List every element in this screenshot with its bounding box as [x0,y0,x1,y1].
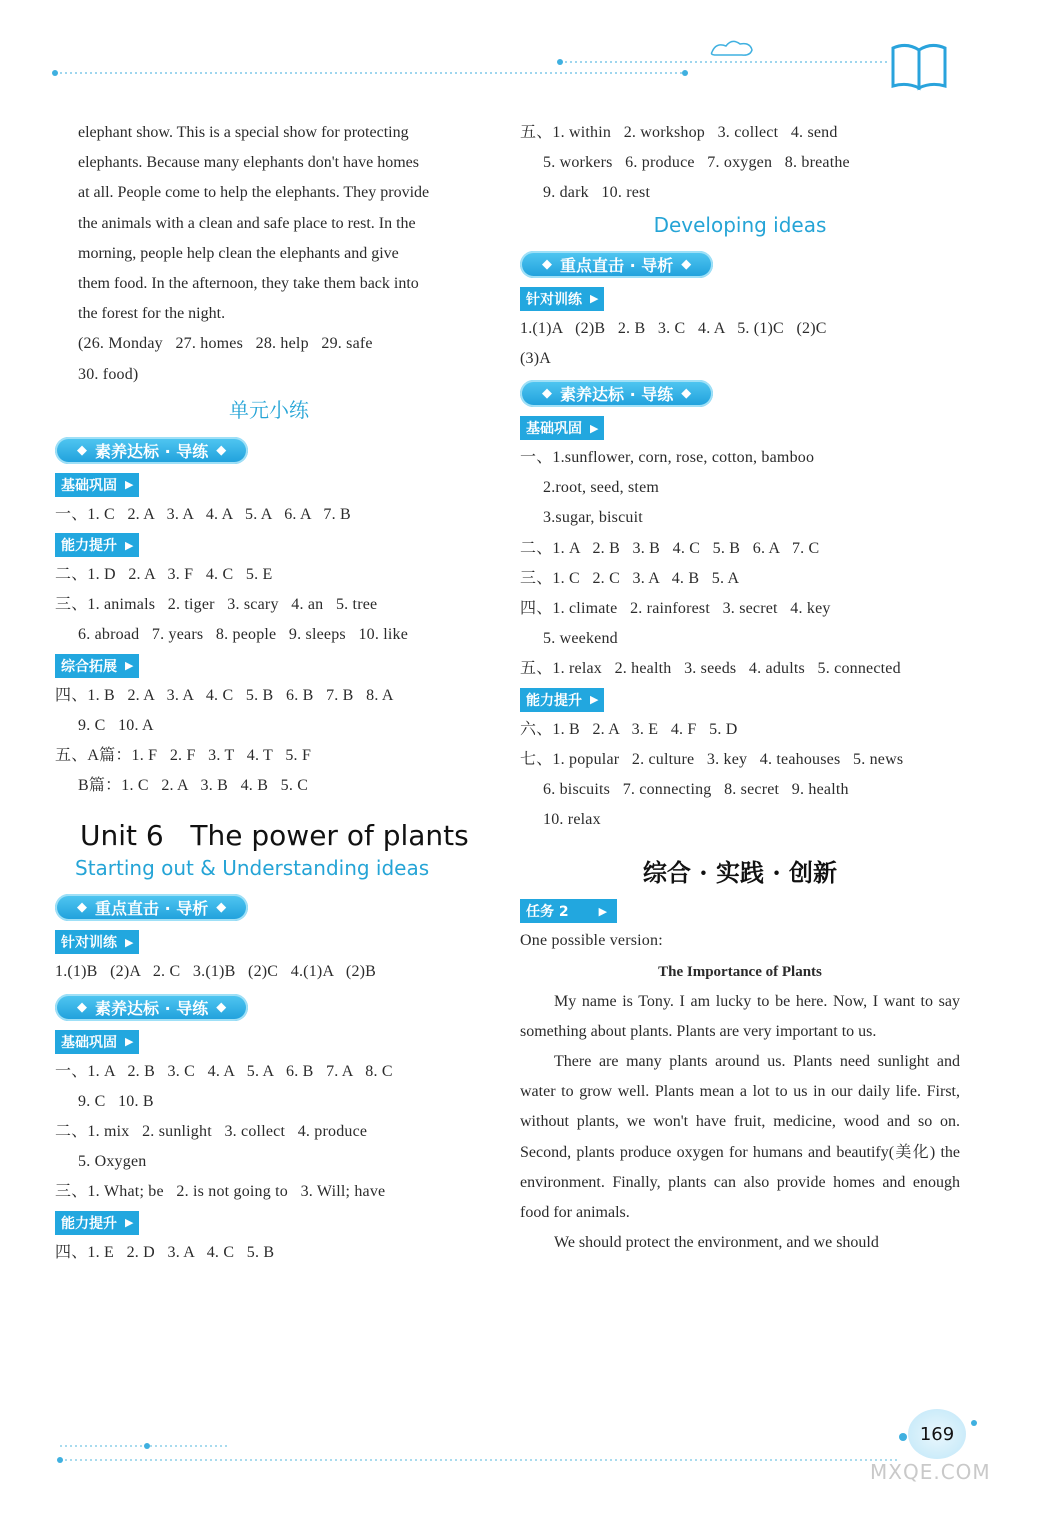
diamond-icon: ◆ [77,442,87,458]
essay-line: them food. In the afternoon, they take them back into [78,275,419,293]
answer-line: 四、1. climate 2. rainforest 3. secret 4. key [520,600,831,618]
section-pill [55,437,248,464]
answer-line: 3.sugar, biscuit [543,509,643,527]
answer-line: 9. dark 10. rest [543,184,651,202]
answer-line: 二、1. A 2. B 3. B 4. C 5. B 6. A 7. C [520,539,820,557]
answer-line: 二、1. mix 2. sunlight 3. collect 4. produce [55,1123,368,1141]
section-tag [55,533,139,557]
book-icon [893,45,945,88]
answer-line: (3)A [520,349,552,367]
answer-line: 9. C 10. B [78,1092,154,1110]
answer-line: 二、1. D 2. A 3. F 4. C 5. E [55,566,273,584]
section-pill [55,994,248,1021]
section-tag [520,416,604,440]
essay-paragraph: There are many plants around us. Plants need sunlight and water to grow well. Plants mean a lot to us in our daily life. First, without plants, we won't have fruit, medicine, wood and so on. Second, plants produce oxygen for humans and beautify(美化) the environment. Finally, plants can also provide homes and enough food for animals. [520,1053,960,1222]
answer-line: 10. relax [543,811,601,829]
essay-line: the forest for the night. [78,305,226,323]
section-tag [55,1030,139,1054]
answer-line: 一、1.sunflower, corn, rose, cotton, bamboo [520,449,815,467]
essay-paragraph: We should protect the environment, and we should [554,1234,879,1252]
answer-line: 三、1. animals 2. tiger 3. scary 4. an 5. tree [55,596,378,614]
answer-line: 30. food) [78,365,139,383]
diamond-icon: ◆ [77,999,87,1015]
essay-line: elephant show. This is a special show for protecting [78,124,409,141]
pill-label: 素养达标 · 导练 [560,385,674,405]
answer-line: 6. abroad 7. years 8. people 9. sleeps 10. like [78,626,409,644]
tag-label: 基础巩固 [61,477,117,494]
triangle-right-icon: ▶ [590,292,599,306]
pill-label: 重点直击 · 导析 [95,899,209,919]
diamond-icon: ◆ [216,900,227,916]
answer-line: 五、1. within 2. workshop 3. collect 4. send [520,124,838,141]
diamond-icon: ◆ [681,256,692,272]
tag-label: 能力提升 [61,538,117,555]
watermark: MXQE.COM [870,1460,991,1484]
answer-line: 七、1. popular 2. culture 3. key 4. teahouses 5. news [520,750,904,768]
essay-line: morning, people help clean the elephants and give [78,244,399,262]
diamond-icon: ◆ [216,999,227,1015]
left-column [55,118,483,1268]
section-title: Developing ideas [653,212,827,237]
triangle-right-icon: ▶ [125,478,134,492]
tag-label: 针对训练 [61,935,117,952]
tag-label: 能力提升 [526,692,582,709]
pill-label: 素养达标 · 导练 [95,998,209,1018]
right-column [520,118,960,1258]
triangle-right-icon: ▶ [590,693,599,707]
answer-line: 5. weekend [543,630,618,648]
essay-line: the animals with a clean and safe place to rest. In the [78,214,416,232]
answer-line: 6. biscuits 7. connecting 8. secret 9. health [543,781,849,799]
answer-line: 9. C 10. A [78,716,154,734]
diamond-icon: ◆ [681,386,692,402]
tag-label: 基础巩固 [61,1034,117,1051]
triangle-right-icon: ▶ [598,904,608,918]
practice-title: 综合 · 实践 · 创新 [642,858,838,888]
triangle-right-icon: ▶ [125,1035,134,1049]
diamond-icon: ◆ [77,900,87,916]
answer-line: 一、1. C 2. A 3. A 4. A 5. A 6. A 7. B [55,505,351,523]
section-tag [55,1211,139,1235]
section-tag [55,473,139,497]
answer-line: 五、A篇：1. F 2. F 3. T 4. T 5. F [55,747,312,765]
answer-line: B篇：1. C 2. A 3. B 4. B 5. C [78,777,309,795]
answer-line: 四、1. E 2. D 3. A 4. C 5. B [55,1243,275,1261]
answer-line: 2.root, seed, stem [543,479,660,497]
answer-line: 1.(1)B (2)A 2. C 3.(1)B (2)C 4.(1)A (2)B [55,963,377,981]
answer-line: (26. Monday 27. homes 28. help 29. safe [78,335,373,353]
tag-label: 针对训练 [526,291,582,308]
answer-line: 5. Oxygen [78,1153,147,1171]
pill-label: 重点直击 · 导析 [560,255,674,275]
answer-line: 三、1. C 2. C 3. A 4. B 5. A [520,569,740,587]
essay-line: elephants. Because many elephants don't have homes [78,154,419,172]
unit-subtitle: Starting out & Understanding ideas [75,856,430,881]
essay-title: The Importance of Plants [658,963,822,980]
tag-label: 能力提升 [61,1215,117,1232]
tag-label: 综合拓展 [61,658,117,675]
section-title: 单元小练 [229,397,309,422]
version-label: One possible version: [520,932,663,950]
section-pill [520,251,713,278]
section-tag [520,287,604,311]
answer-line: 三、1. What; be 2. is not going to 3. Will; have [55,1183,386,1201]
tag-label: 任务 2 [526,904,569,921]
diamond-icon: ◆ [542,386,552,402]
triangle-right-icon: ▶ [125,935,134,949]
header-decoration [0,0,1043,100]
answer-line: 5. workers 6. produce 7. oxygen 8. breathe [543,154,850,172]
section-tag [520,688,604,712]
tag-label: 基础巩固 [526,421,582,438]
triangle-right-icon: ▶ [125,659,134,673]
section-tag [55,654,139,678]
answer-line: 五、1. relax 2. health 3. seeds 4. adults 5. connected [520,660,901,678]
page-number: 169 [908,1409,966,1459]
diamond-icon: ◆ [216,442,227,458]
essay-continuation [55,118,483,390]
answer-line: 一、1. A 2. B 3. C 4. A 5. A 6. B 7. A 8. C [55,1062,393,1080]
answer-line: 六、1. B 2. A 3. E 4. F 5. D [520,720,738,738]
section-tag [520,899,617,923]
triangle-right-icon: ▶ [590,421,599,435]
section-pill [520,380,713,407]
section-pill [55,894,248,921]
answer-line: 1.(1)A (2)B 2. B 3. C 4. A 5. (1)C (2)C [520,319,827,337]
unit-title: Unit 6 The power of plants [80,819,469,853]
pill-label: 素养达标 · 导练 [95,441,209,461]
essay-paragraph: My name is Tony. I am lucky to be here. Now, I want to say something about plants. Plants are very important to us. [520,992,960,1040]
answer-line: 四、1. B 2. A 3. A 4. C 5. B 6. B 7. B 8. A [55,686,394,704]
triangle-right-icon: ▶ [125,1216,134,1230]
essay-line: at all. People come to help the elephants. They provide [78,184,430,202]
section-tag [55,930,139,954]
diamond-icon: ◆ [542,256,552,272]
triangle-right-icon: ▶ [125,538,134,552]
